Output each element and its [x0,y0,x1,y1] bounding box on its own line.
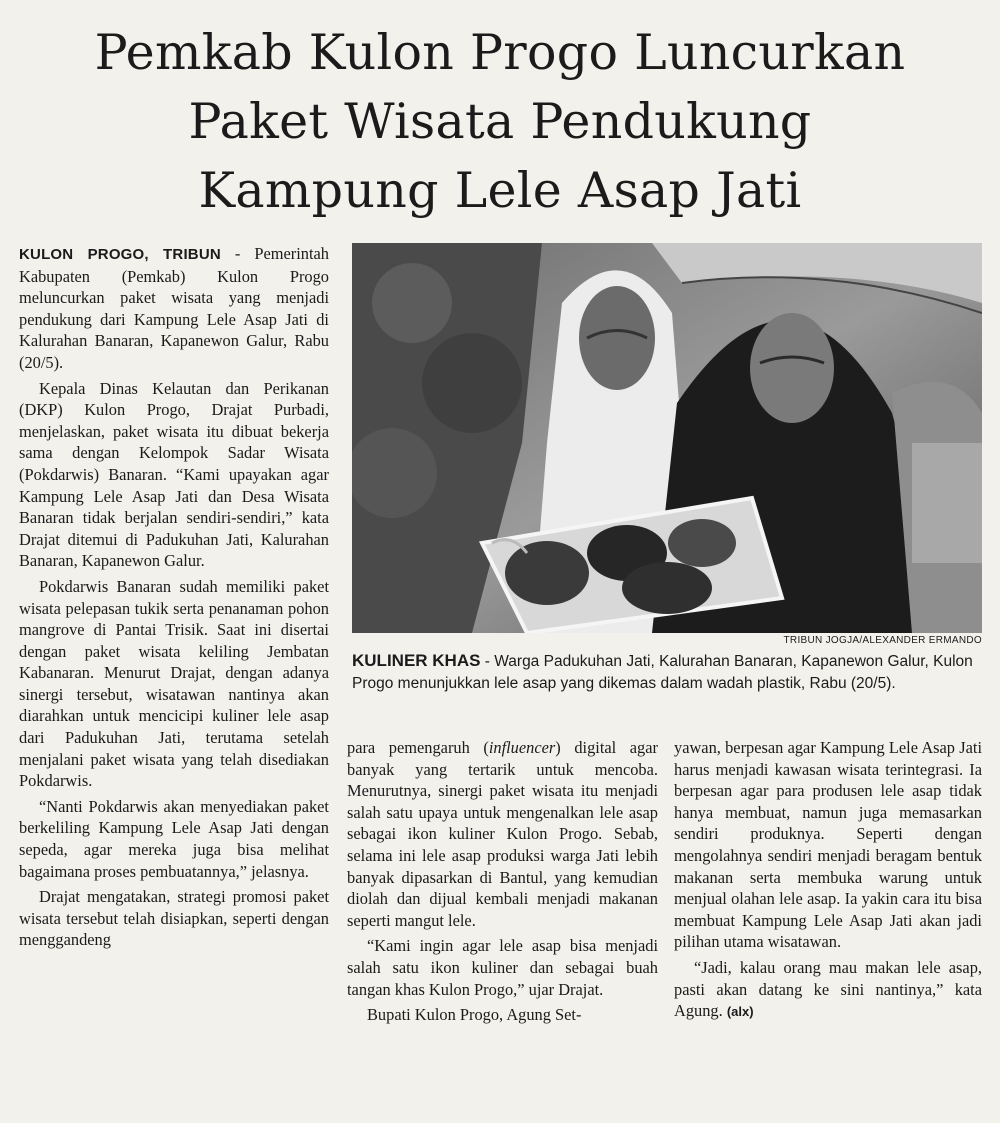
photo-illustration [352,243,982,633]
photo-credit: TRIBUN JOGJA/ALEXANDER ERMANDO [783,635,982,646]
lead-text: - Pemerintah Kabupaten (Pemkab) Kulon Progo meluncurkan paket wisata yang menjadi pendukung dari Kampung Lele Asap Jati di Kalurahan Banaran, Kapanewon Galur, Rabu (20/5). [19,244,329,372]
paragraph: Bupati Kulon Progo, Agung Set- [367,1005,582,1025]
paragraph: Kepala Dinas Kelautan dan Perikanan (DKP) Kulon Progo, Drajat Purbadi, menjelaskan, paket wisata itu dibuat bekerja sama dengan Kelompok Sadar Wisata (Pokdarwis) Banaran. “Kami upayakan agar Kampung Lele Asap Jati dan Desa Wisata Banaran tidak berjalan sendiri-sendiri,” kata Drajat ditemui di Padukuhan Jati, Kalurahan Banaran, Kapanewon Galur. [19,378,329,571]
caption-label: KULINER KHAS [352,651,481,670]
caption-text: - Warga Padukuhan Jati, Kalurahan Banaran, Kapanewon Galur, Kulon Progo menunjukkan lele asap yang dikemas dalam wadah plastik, Rabu (20/5). [352,653,973,692]
headline-line-3: Kampung Lele Asap Jati [198,162,802,219]
paragraph [347,737,658,931]
closing-text: “Jadi, kalau orang mau makan lele asap, pasti akan datang ke sini nantinya,” kata Agung. [674,957,982,1021]
dateline: KULON PROGO, TRIBUN [19,246,221,263]
paragraph: Pokdarwis Banaran sudah memiliki paket wisata pelepasan tukik serta penanaman pohon mangrove di Pantai Trisik. Saat ini disertai dengan paket wisata keliling Jembatan Kabanaran. Menurut Drajat, dengan adanya sinergi tersebut, wisatawan nantinya akan diarahkan untuk mencicipi kuliner lele asap dari Padukuhan Jati, terutama setelah menjalani paket wisata yang telah disediakan Pokdarwis. [19,576,329,791]
closing-paragraph [674,957,982,1023]
photo-caption [352,650,982,694]
lead-paragraph [19,243,329,374]
emphasis: influencer [488,738,556,757]
headline [40,18,960,225]
headline-line-1: Pemkab Kulon Progo Luncurkan [94,24,906,81]
paragraph: Drajat mengatakan, strategi promosi paket wisata tersebut telah disiapkan, seperti dengan menggandeng [19,887,329,950]
paragraph: yawan, berpesan agar Kampung Lele Asap Jati harus menjadi kawasan wisata terintegrasi. Ia berpesan agar para produsen lele asap tidak hanya membuat, namun juga memasarkan sendiri produknya. Seperti dengan mengolahnya sendiri menjadi beragam bentuk makanan serta membuka warung untuk menjual olahan lele asap. Ia yakin cara itu bisa membuat Kampung Lele Asap Jati akan jadi pilihan utama wisatawan. [674,738,982,952]
paragraph: “Kami ingin agar lele asap bisa menjadi salah satu ikon kuliner dan sebagai buah tangan khas Kulon Progo,” ujar Drajat. [347,936,658,999]
headline-line-2: Paket Wisata Pendukung [188,93,812,150]
article-column-3 [674,737,982,1027]
text-run: ) digital agar banyak yang tertarik untuk mencoba. Menurutnya, sinergi paket wisata itu menjadi salah satu upaya untuk mengenalkan lele asap sebagai ikon kuliner Kulon Progo. Sebab, selama ini lele asap produksi warga Jati lebih banyak dipasarkan di Bantul, yang kemudian diolah dan dijual kembali menjadi makanan seperti mangut lele. [347,738,658,930]
paragraph: “Nanti Pokdarwis akan menyediakan paket berkeliling Kampung Lele Asap Jati dengan sepeda, agar mereka juga bisa melihat bagaimana proses pembuatannya,” jelasnya. [19,796,329,881]
author-signature: (alx) [726,1004,754,1020]
article-column-2 [347,737,658,1030]
article-column-1 [19,243,329,955]
news-photo [352,243,982,633]
text-run: para pemengaruh ( [347,738,489,757]
